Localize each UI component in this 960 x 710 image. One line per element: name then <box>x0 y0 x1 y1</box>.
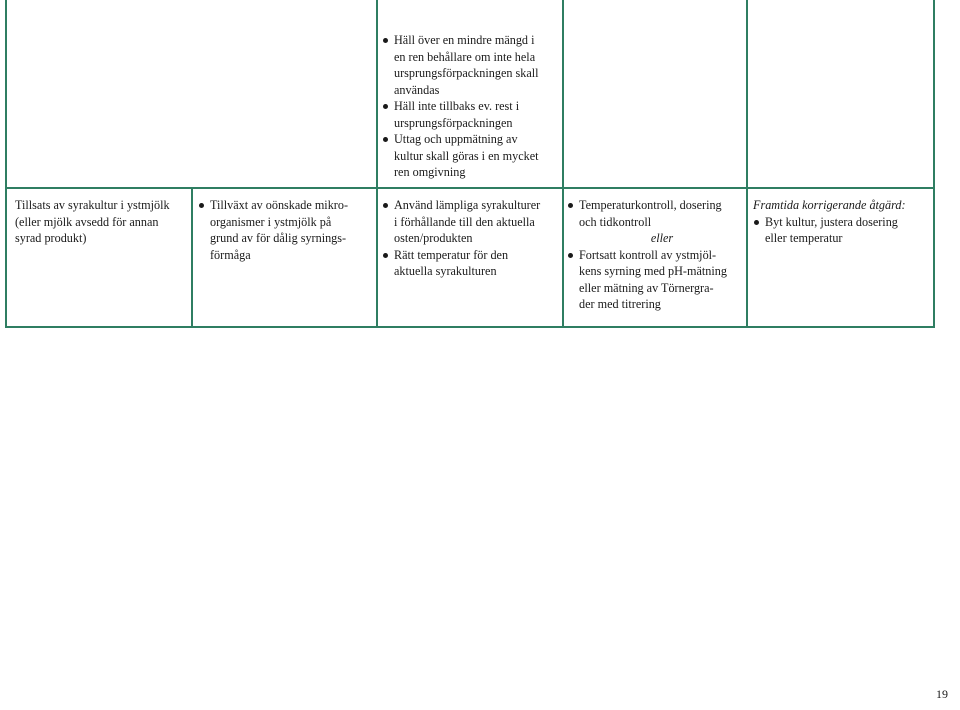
grid-line <box>933 0 935 328</box>
list-item-line: förmåga <box>210 247 251 262</box>
list-item-line: osten/produkten <box>394 231 473 245</box>
list-item-line: Häll inte tillbaks ev. rest i <box>394 99 520 113</box>
list-item-line: en ren behållare om inte hela <box>394 49 536 64</box>
list-item <box>753 214 931 247</box>
process-step-line: syrad produkt) <box>15 231 87 245</box>
grid-line <box>191 188 193 328</box>
monitoring-cell <box>567 197 745 313</box>
process-step-line: Tillsats av syrakultur i ystmjölk <box>15 198 170 212</box>
top-control-cell <box>382 32 562 181</box>
list-item <box>382 98 562 131</box>
list-item-line: ursprungsförpackningen skall <box>394 66 539 80</box>
corrective-action-heading: Framtida korrigerande åtgärd: <box>753 198 906 212</box>
process-step-cell <box>15 197 189 247</box>
top-control-list <box>382 32 562 181</box>
list-item-line: Rätt temperatur för den <box>394 247 509 262</box>
list-item-line: Fortsatt kontroll av ystmjöl- <box>579 247 717 262</box>
hazard-list <box>198 197 374 263</box>
list-item-line: eller mätning av Törnergra- <box>579 280 714 295</box>
hazard-cell <box>198 197 374 263</box>
list-item-line: Häll över en mindre mängd i <box>394 33 535 47</box>
list-item-line: grund av för dålig syrnings- <box>210 231 347 245</box>
list-item-line: Använd lämpliga syrakulturer <box>394 198 541 212</box>
grid-line <box>376 0 378 328</box>
list-item-line: användas <box>394 82 440 97</box>
corrective-action-list <box>753 214 931 247</box>
grid-line <box>5 326 935 328</box>
list-item-line: ursprungsförpackningen <box>394 115 513 130</box>
list-item-line: Byt kultur, justera dosering <box>765 214 898 229</box>
list-item-line: Uttag och uppmätning av <box>394 132 518 146</box>
list-item-line: Tillväxt av oönskade mikro- <box>210 198 349 212</box>
list-item-line: Temperaturkontroll, dosering <box>579 198 722 212</box>
list-item-line: organismer i ystmjölk på <box>210 214 332 229</box>
list-item <box>382 131 562 181</box>
list-item-line: eller temperatur <box>765 231 843 245</box>
page-number: 19 <box>936 687 948 701</box>
control-measure-list <box>382 197 560 280</box>
list-item-line: kens syrning med pH-mätning <box>579 264 727 278</box>
control-measure-cell <box>382 197 560 280</box>
grid-line <box>562 0 564 328</box>
monitoring-list <box>567 197 745 313</box>
list-item <box>382 247 560 280</box>
list-item-line: der med titrering <box>579 297 661 311</box>
list-item-line: i förhållande till den aktuella <box>394 214 535 229</box>
list-item-line: ren omgivning <box>394 165 466 179</box>
grid-line <box>5 187 935 189</box>
list-item <box>567 197 745 247</box>
list-item-line: och tidkontroll <box>579 214 652 229</box>
list-item <box>198 197 374 263</box>
corrective-action-cell <box>753 197 931 247</box>
list-item-line: kultur skall göras i en mycket <box>394 148 539 163</box>
process-step-line: (eller mjölk avsedd för annan <box>15 214 159 229</box>
hazard-table <box>5 0 935 328</box>
connector-word: eller <box>650 231 674 245</box>
list-item <box>382 32 562 98</box>
list-item-line: aktuella syrakulturen <box>394 264 497 278</box>
list-item <box>382 197 560 247</box>
grid-line <box>5 0 7 328</box>
list-item <box>567 247 745 313</box>
grid-line <box>746 0 748 328</box>
